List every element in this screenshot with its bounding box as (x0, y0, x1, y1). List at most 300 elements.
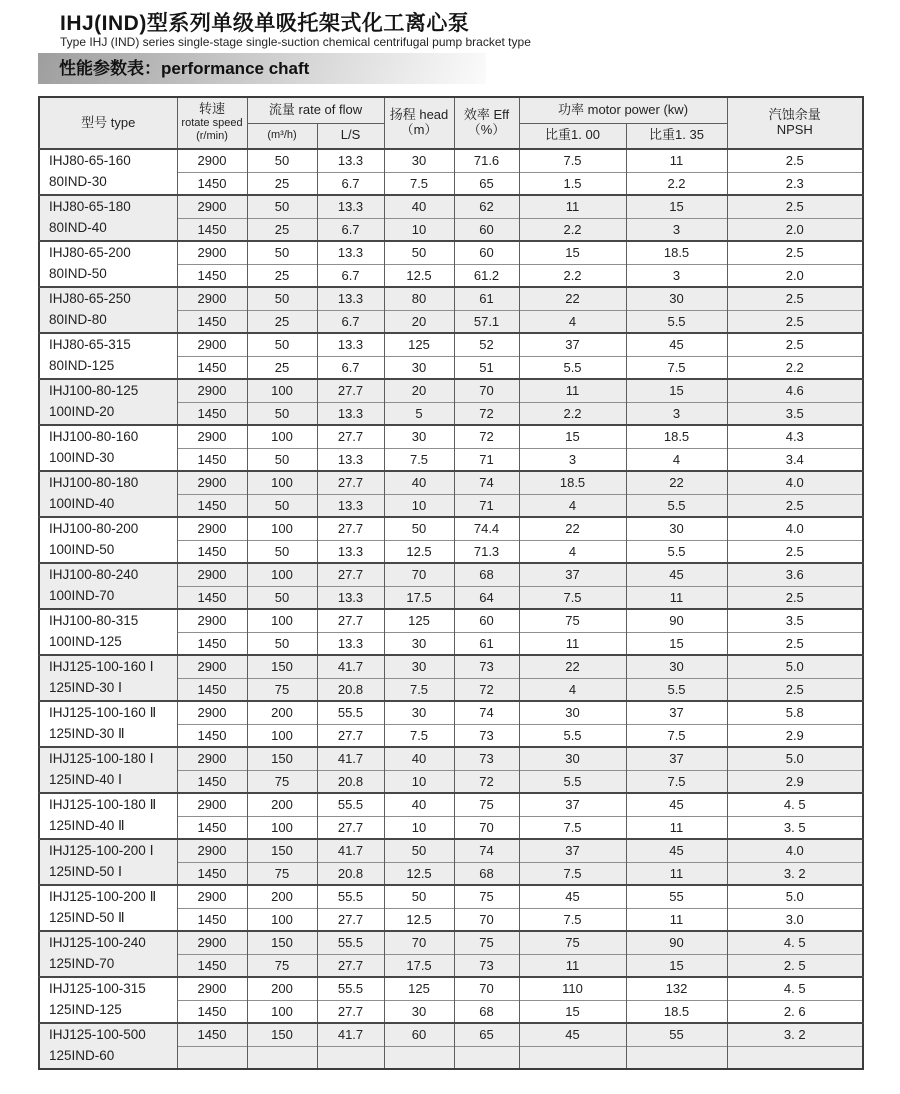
value-cell: 1450 (177, 172, 247, 195)
value-cell: 64 (454, 586, 519, 609)
value-cell: 45 (519, 1023, 626, 1046)
value-cell: 60 (384, 1023, 454, 1046)
value-cell: 5.5 (519, 770, 626, 793)
value-cell: 13.3 (317, 586, 384, 609)
value-cell: 3. 2 (727, 1023, 863, 1046)
value-cell: 7.5 (384, 724, 454, 747)
model-name: IHJ100-80-125 (49, 383, 139, 399)
value-cell: 3 (626, 218, 727, 241)
value-cell: 12.5 (384, 908, 454, 931)
value-cell: 100 (247, 1000, 317, 1023)
value-cell: 3 (626, 402, 727, 425)
value-cell: 2. 5 (727, 954, 863, 977)
value-cell: 73 (454, 655, 519, 678)
value-cell: 11 (626, 149, 727, 172)
value-cell: 50 (247, 448, 317, 471)
value-cell: 55.5 (317, 931, 384, 954)
value-cell: 72 (454, 770, 519, 793)
model-name: IHJ125-100-200 Ⅰ (49, 843, 154, 859)
value-cell: 2.0 (727, 264, 863, 287)
value-cell: 1450 (177, 586, 247, 609)
value-cell: 5.0 (727, 885, 863, 908)
col-header-efficiency: 效率 Eff （%） (454, 97, 519, 149)
value-cell: 6.7 (317, 172, 384, 195)
value-cell: 150 (247, 839, 317, 862)
value-cell: 150 (247, 931, 317, 954)
value-cell: 15 (626, 195, 727, 218)
value-cell: 72 (454, 425, 519, 448)
value-cell: 2.5 (727, 195, 863, 218)
model-name: IHJ100-80-240 (49, 567, 139, 583)
value-cell: 57.1 (454, 310, 519, 333)
value-cell: 15 (626, 379, 727, 402)
value-cell: 30 (519, 701, 626, 724)
value-cell: 73 (454, 747, 519, 770)
value-cell: 71.3 (454, 540, 519, 563)
value-cell: 27.7 (317, 724, 384, 747)
table-row (39, 931, 863, 954)
value-cell: 7.5 (626, 356, 727, 379)
value-cell: 3 (519, 448, 626, 471)
value-cell: 13.3 (317, 333, 384, 356)
model-code: 125IND-40 Ⅱ (49, 818, 125, 833)
value-cell: 2.2 (727, 356, 863, 379)
value-cell: 11 (626, 816, 727, 839)
value-cell: 50 (247, 195, 317, 218)
value-cell: 5.5 (626, 678, 727, 701)
value-cell: 70 (454, 977, 519, 1000)
value-cell: 75 (454, 931, 519, 954)
value-cell: 41.7 (317, 747, 384, 770)
value-cell: 1450 (177, 1000, 247, 1023)
value-cell: 50 (247, 287, 317, 310)
value-cell: 75 (247, 954, 317, 977)
value-cell: 132 (626, 977, 727, 1000)
table-row (39, 241, 863, 264)
table-row (39, 885, 863, 908)
value-cell: 2900 (177, 563, 247, 586)
model-cell (39, 655, 177, 701)
value-cell: 75 (247, 770, 317, 793)
value-cell: 1450 (177, 678, 247, 701)
table-row (39, 701, 863, 724)
value-cell: 3.5 (727, 402, 863, 425)
value-cell: 2900 (177, 241, 247, 264)
value-cell: 1450 (177, 356, 247, 379)
value-cell: 50 (247, 586, 317, 609)
model-cell (39, 333, 177, 379)
model-cell (39, 517, 177, 563)
value-cell: 2.2 (519, 218, 626, 241)
table-row (39, 149, 863, 172)
value-cell: 12.5 (384, 862, 454, 885)
value-cell: 1.5 (519, 172, 626, 195)
table-row (39, 563, 863, 586)
value-cell: 1450 (177, 632, 247, 655)
model-cell (39, 241, 177, 287)
value-cell: 2.5 (727, 494, 863, 517)
model-cell (39, 379, 177, 425)
value-cell: 37 (519, 333, 626, 356)
value-cell: 73 (454, 954, 519, 977)
value-cell: 45 (626, 563, 727, 586)
value-cell: 15 (519, 425, 626, 448)
value-cell: 40 (384, 195, 454, 218)
value-cell: 55 (626, 1023, 727, 1046)
value-cell (317, 1046, 384, 1069)
value-cell: 2900 (177, 333, 247, 356)
table-row (39, 379, 863, 402)
value-cell: 4. 5 (727, 977, 863, 1000)
col-header-flow-ls: L/S (317, 123, 384, 149)
model-name: IHJ125-100-315 (49, 981, 146, 997)
value-cell: 75 (519, 931, 626, 954)
value-cell: 37 (519, 839, 626, 862)
value-cell: 125 (384, 609, 454, 632)
value-cell: 27.7 (317, 471, 384, 494)
value-cell: 37 (519, 793, 626, 816)
value-cell: 4.0 (727, 471, 863, 494)
model-code: 125IND-50 Ⅰ (49, 864, 123, 879)
value-cell: 5.5 (519, 724, 626, 747)
value-cell: 25 (247, 264, 317, 287)
value-cell: 18.5 (626, 425, 727, 448)
model-cell (39, 931, 177, 977)
value-cell: 74.4 (454, 517, 519, 540)
value-cell: 30 (519, 747, 626, 770)
value-cell: 2900 (177, 517, 247, 540)
table-row (39, 793, 863, 816)
value-cell: 3. 5 (727, 816, 863, 839)
value-cell: 30 (384, 632, 454, 655)
value-cell: 2.2 (626, 172, 727, 195)
value-cell: 13.3 (317, 241, 384, 264)
value-cell: 13.3 (317, 195, 384, 218)
value-cell: 22 (519, 655, 626, 678)
value-cell: 41.7 (317, 839, 384, 862)
value-cell (727, 1046, 863, 1069)
value-cell: 100 (247, 471, 317, 494)
model-code: 125IND-125 (49, 1002, 122, 1017)
value-cell: 65 (454, 172, 519, 195)
value-cell: 10 (384, 494, 454, 517)
model-name: IHJ80-65-250 (49, 291, 131, 307)
model-cell (39, 885, 177, 931)
value-cell: 55 (626, 885, 727, 908)
value-cell: 125 (384, 333, 454, 356)
table-row (39, 1023, 863, 1046)
value-cell: 1450 (177, 724, 247, 747)
model-code: 80IND-50 (49, 266, 107, 281)
col-header-head: 扬程 head （m） (384, 97, 454, 149)
value-cell: 41.7 (317, 655, 384, 678)
value-cell: 27.7 (317, 609, 384, 632)
value-cell: 71 (454, 448, 519, 471)
value-cell (177, 1046, 247, 1069)
model-code: 100IND-30 (49, 450, 115, 465)
value-cell: 150 (247, 1023, 317, 1046)
value-cell: 4. 5 (727, 793, 863, 816)
table-row (39, 195, 863, 218)
model-code: 125IND-30 Ⅱ (49, 726, 125, 741)
value-cell: 45 (626, 793, 727, 816)
value-cell: 75 (454, 885, 519, 908)
model-cell (39, 701, 177, 747)
value-cell: 1450 (177, 1023, 247, 1046)
value-cell: 2.0 (727, 218, 863, 241)
value-cell: 10 (384, 770, 454, 793)
value-cell: 71 (454, 494, 519, 517)
value-cell: 37 (519, 563, 626, 586)
table-body (39, 149, 863, 1069)
model-code: 80IND-30 (49, 174, 107, 189)
value-cell: 30 (384, 425, 454, 448)
value-cell: 2900 (177, 149, 247, 172)
value-cell: 55.5 (317, 977, 384, 1000)
value-cell: 22 (519, 517, 626, 540)
value-cell: 2.5 (727, 586, 863, 609)
col-header-npsh: 汽蚀余量 NPSH (727, 97, 863, 149)
value-cell: 125 (384, 977, 454, 1000)
model-name: IHJ80-65-180 (49, 199, 131, 215)
value-cell: 18.5 (626, 1000, 727, 1023)
table-row (39, 517, 863, 540)
value-cell: 50 (384, 517, 454, 540)
value-cell: 2900 (177, 425, 247, 448)
value-cell: 17.5 (384, 586, 454, 609)
value-cell: 2900 (177, 195, 247, 218)
value-cell: 50 (247, 333, 317, 356)
value-cell: 6.7 (317, 356, 384, 379)
value-cell: 10 (384, 218, 454, 241)
value-cell: 40 (384, 471, 454, 494)
performance-table (38, 96, 864, 1070)
value-cell: 2. 6 (727, 1000, 863, 1023)
value-cell: 4 (519, 540, 626, 563)
value-cell (384, 1046, 454, 1069)
value-cell: 1450 (177, 908, 247, 931)
value-cell: 2900 (177, 977, 247, 1000)
value-cell: 4.6 (727, 379, 863, 402)
value-cell: 5.0 (727, 655, 863, 678)
value-cell: 45 (519, 885, 626, 908)
model-code: 100IND-70 (49, 588, 115, 603)
value-cell: 2900 (177, 701, 247, 724)
model-name: IHJ125-100-200 Ⅱ (49, 889, 157, 905)
value-cell: 75 (519, 609, 626, 632)
model-name: IHJ100-80-160 (49, 429, 139, 445)
value-cell: 13.3 (317, 632, 384, 655)
value-cell: 3 (626, 264, 727, 287)
value-cell: 3. 2 (727, 862, 863, 885)
col-header-rotate-speed: 转速 rotate speed (r/min) (177, 97, 247, 149)
value-cell: 100 (247, 724, 317, 747)
value-cell: 27.7 (317, 563, 384, 586)
col-header-flow-m3h: (m³/h) (247, 123, 317, 149)
value-cell: 50 (247, 402, 317, 425)
value-cell: 55.5 (317, 793, 384, 816)
value-cell: 100 (247, 517, 317, 540)
value-cell: 1450 (177, 310, 247, 333)
value-cell: 73 (454, 724, 519, 747)
value-cell: 1450 (177, 954, 247, 977)
value-cell: 5.5 (519, 356, 626, 379)
value-cell: 2900 (177, 885, 247, 908)
table-row (39, 655, 863, 678)
value-cell: 80 (384, 287, 454, 310)
value-cell: 50 (247, 149, 317, 172)
value-cell: 7.5 (519, 862, 626, 885)
col-header-type: 型号 type (39, 97, 177, 149)
value-cell: 6.7 (317, 264, 384, 287)
value-cell: 7.5 (626, 724, 727, 747)
model-code: 125IND-30 Ⅰ (49, 680, 123, 695)
col-header-sg-100: 比重1. 00 (519, 123, 626, 149)
value-cell: 1450 (177, 448, 247, 471)
value-cell: 30 (626, 517, 727, 540)
value-cell: 50 (384, 885, 454, 908)
value-cell: 5.5 (626, 310, 727, 333)
value-cell: 150 (247, 747, 317, 770)
value-cell: 2900 (177, 793, 247, 816)
value-cell: 2900 (177, 471, 247, 494)
value-cell: 17.5 (384, 954, 454, 977)
value-cell: 70 (384, 931, 454, 954)
value-cell: 27.7 (317, 425, 384, 448)
value-cell: 2.2 (519, 402, 626, 425)
value-cell: 13.3 (317, 448, 384, 471)
value-cell: 4 (519, 310, 626, 333)
value-cell: 5.0 (727, 747, 863, 770)
value-cell: 60 (454, 218, 519, 241)
value-cell: 40 (384, 747, 454, 770)
value-cell (519, 1046, 626, 1069)
model-cell (39, 793, 177, 839)
value-cell: 1450 (177, 402, 247, 425)
value-cell: 12.5 (384, 264, 454, 287)
page-title: IHJ(IND)型系列单级单吸托架式化工离心泵 (60, 12, 470, 35)
value-cell: 74 (454, 471, 519, 494)
model-code: 80IND-125 (49, 358, 115, 373)
model-name: IHJ100-80-180 (49, 475, 139, 491)
value-cell: 4 (519, 678, 626, 701)
table-row (39, 747, 863, 770)
value-cell: 4 (626, 448, 727, 471)
model-code: 125IND-40 Ⅰ (49, 772, 123, 787)
model-name: IHJ125-100-240 (49, 935, 146, 951)
value-cell: 13.3 (317, 149, 384, 172)
model-name: IHJ100-80-200 (49, 521, 139, 537)
model-cell (39, 287, 177, 333)
value-cell: 50 (247, 632, 317, 655)
value-cell: 7.5 (519, 908, 626, 931)
table-row (39, 977, 863, 1000)
model-cell (39, 563, 177, 609)
value-cell: 25 (247, 356, 317, 379)
value-cell: 2.5 (727, 632, 863, 655)
value-cell: 45 (626, 333, 727, 356)
value-cell: 100 (247, 816, 317, 839)
model-cell (39, 977, 177, 1023)
value-cell: 20.8 (317, 862, 384, 885)
col-header-rate-of-flow: 流量 rate of flow (247, 97, 384, 123)
value-cell: 30 (384, 655, 454, 678)
model-cell (39, 1023, 177, 1069)
value-cell: 25 (247, 310, 317, 333)
value-cell: 11 (519, 632, 626, 655)
model-name: IHJ80-65-160 (49, 153, 131, 169)
value-cell: 2900 (177, 655, 247, 678)
model-code: 100IND-20 (49, 404, 115, 419)
value-cell: 1450 (177, 494, 247, 517)
value-cell: 68 (454, 1000, 519, 1023)
value-cell: 150 (247, 655, 317, 678)
model-cell (39, 471, 177, 517)
value-cell: 100 (247, 425, 317, 448)
value-cell: 50 (247, 540, 317, 563)
value-cell: 100 (247, 908, 317, 931)
table-row (39, 839, 863, 862)
value-cell: 2.5 (727, 287, 863, 310)
value-cell: 22 (626, 471, 727, 494)
value-cell: 11 (519, 954, 626, 977)
value-cell: 11 (626, 908, 727, 931)
value-cell: 75 (247, 678, 317, 701)
model-name: IHJ80-65-315 (49, 337, 131, 353)
value-cell: 20.8 (317, 770, 384, 793)
value-cell: 90 (626, 609, 727, 632)
value-cell: 1450 (177, 540, 247, 563)
value-cell: 60 (454, 241, 519, 264)
value-cell: 90 (626, 931, 727, 954)
value-cell: 7.5 (384, 172, 454, 195)
value-cell: 15 (519, 241, 626, 264)
value-cell: 1450 (177, 264, 247, 287)
value-cell: 50 (247, 494, 317, 517)
value-cell: 13.3 (317, 494, 384, 517)
value-cell: 74 (454, 701, 519, 724)
value-cell: 5.5 (626, 540, 727, 563)
col-header-sg-135: 比重1. 35 (626, 123, 727, 149)
value-cell: 13.3 (317, 402, 384, 425)
section-header-bar (38, 53, 486, 84)
value-cell: 72 (454, 678, 519, 701)
value-cell: 27.7 (317, 1000, 384, 1023)
value-cell: 30 (384, 356, 454, 379)
model-cell (39, 609, 177, 655)
value-cell: 70 (454, 379, 519, 402)
value-cell: 30 (384, 1000, 454, 1023)
model-name: IHJ125-100-180 Ⅱ (49, 797, 157, 813)
page-subtitle: Type IHJ (IND) series single-stage single-suction chemical centrifugal pump bracket type (60, 35, 531, 49)
value-cell: 11 (519, 379, 626, 402)
table-row (39, 333, 863, 356)
value-cell: 2.5 (727, 241, 863, 264)
value-cell: 27.7 (317, 908, 384, 931)
value-cell: 72 (454, 402, 519, 425)
value-cell: 110 (519, 977, 626, 1000)
model-name: IHJ80-65-200 (49, 245, 131, 261)
value-cell: 7.5 (384, 448, 454, 471)
value-cell: 100 (247, 563, 317, 586)
value-cell: 12.5 (384, 540, 454, 563)
value-cell: 6.7 (317, 218, 384, 241)
table-row (39, 471, 863, 494)
value-cell: 2900 (177, 379, 247, 402)
model-cell (39, 195, 177, 241)
value-cell: 30 (626, 655, 727, 678)
value-cell: 11 (626, 586, 727, 609)
